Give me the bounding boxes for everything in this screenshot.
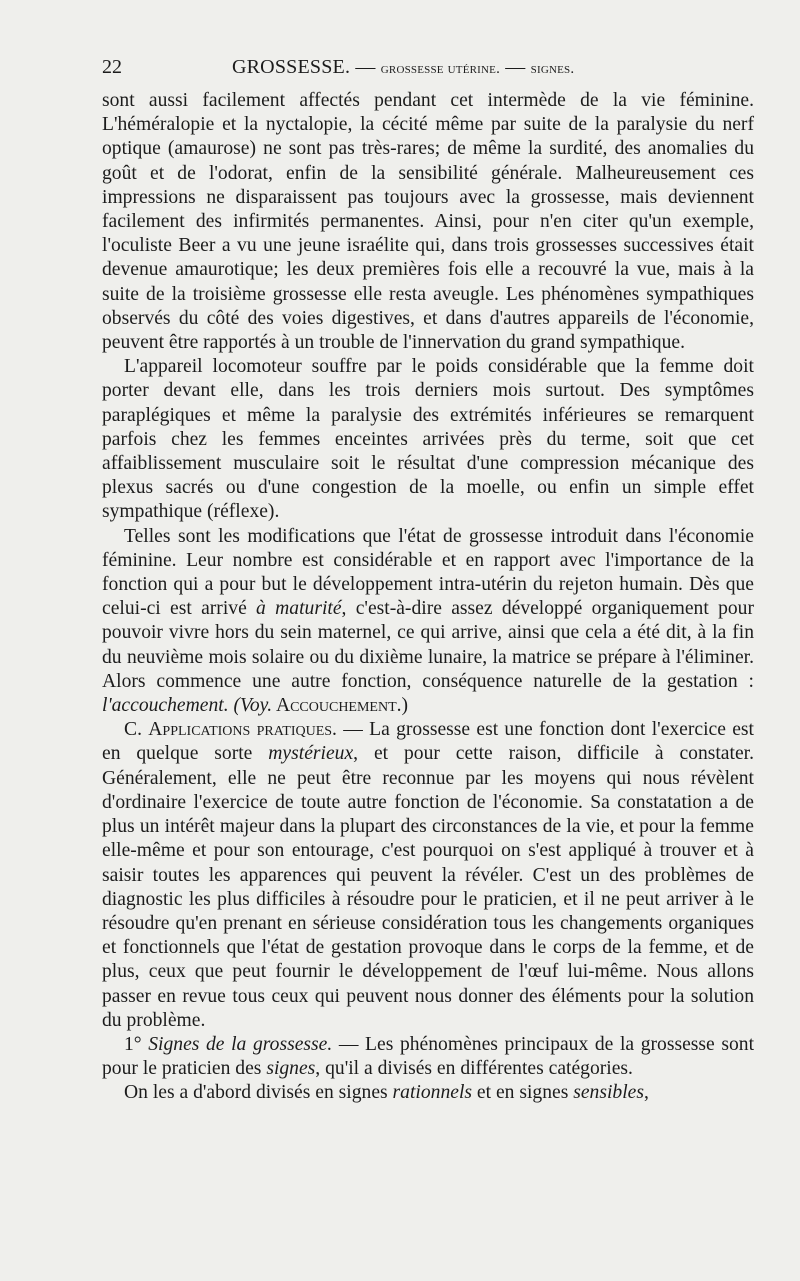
running-title-section: grossesse utérine.	[380, 61, 501, 77]
title-separator: —	[350, 56, 381, 78]
italic-rationnels: rationnels	[392, 1082, 473, 1104]
running-header	[102, 54, 754, 80]
italic-accouchement: l'accouchement. (Voy.	[102, 695, 273, 717]
body-text	[102, 89, 754, 1106]
italic-signes: signes	[266, 1058, 316, 1080]
section-heading-applications: Applications pratiques.	[148, 719, 337, 741]
section-heading-signes: Signes de la grossesse.	[148, 1033, 333, 1055]
cross-reference: Accouchement	[272, 695, 397, 717]
italic-a-maturite: à maturité	[256, 598, 342, 620]
italic-sensibles: sensibles	[573, 1082, 644, 1104]
running-title-subsection: signes.	[530, 61, 575, 77]
page-number: 22	[102, 56, 122, 78]
paragraph-locomotor: L'appareil locomoteur souffre par le poids considérable que la femme doit porter devant elle, dans les trois derniers mois surtout. Des symptômes paraplégiques et même la paralysie des extrémités inférieures se remarquent parfois chez les femmes enceintes arrivées près du terme, soit que cet affaiblissement musculaire soit le résultat d'une compression mécanique des plexus sacrés ou d'une congestion de la moelle, ou enfin un simple effet sympathique (réflexe).	[102, 356, 754, 523]
paragraph-sensory-disorders: sont aussi facilement affectés pendant cet intermède de la vie féminine. L'héméralopie et la nyctalopie, la cécité même par suite de la paralysie du nerf optique (amaurose) ne sont pas très-rares; de même la surdité, des anomalies du goût et de l'odorat, enfin de la sensibilité générale. Malheureusement ces impressions ne disparaissent pas toujours avec la grossesse, mais deviennent facilement des infirmités permanentes. Ainsi, pour n'en citer qu'un exemple, l'oculiste Beer a vu une jeune israélite qui, dans trois grossesses successives était devenue amaurotique; les deux premières fois elle a recouvré la vue, mais à la suite de la troisième grossesse elle resta aveugle. Les phénomènes sympathiques observés du côté des voies digestives, et dans d'autres appareils de l'économie, peuvent être rapportés à un trouble de l'innervation du grand sympathique.	[102, 90, 754, 354]
italic-mysterieux: mystérieux	[268, 743, 354, 765]
running-title-main: GROSSESSE.	[232, 56, 351, 78]
running-title	[232, 54, 574, 82]
title-separator: —	[500, 56, 531, 78]
paragraph-sign-categories: On les a d'abord divisés en signes rationnels et en signes sensibles,	[124, 1082, 649, 1104]
paragraph-practical-applications: C. Applications pratiques. — La grossesse est une fonction dont l'exercice est en quelque sorte mystérieux, et pour cette raison, difficile à constater. Généralement, elle ne peut être reconnue par les moyens qui nous révèlent d'ordinaire l'exercice de toute autre fonction de l'économie. Sa constatation a de plus un intérêt majeur dans la plupart des circonstances de la vie, et pour la femme elle-même et pour son entourage, c'est pourquoi on s'est appliqué à trouver et à saisir toutes les apparences qui peuvent la révéler. C'est un des problèmes de diagnostic les plus difficiles à résoudre pour le praticien, et il ne peut arriver à le résoudre qu'en prenant en sérieuse considération tous les changements organiques et fonctionnels que l'état de gestation provoque dans le corps de la femme, et de plus, ceux que peut fournir le développement de l'œuf lui-même. Nous allons passer en revue tous ceux qui peuvent nous donner des éléments pour la solution du problème.	[102, 719, 754, 1031]
paragraph-signs: 1° Signes de la grossesse. — Les phénomènes principaux de la grossesse sont pour le praticien des signes, qu'il a divisés en différentes catégories.	[102, 1033, 755, 1080]
paragraph-modifications-summary: Telles sont les modifications que l'état de grossesse introduit dans l'économie féminine. Leur nombre est considérable et en rapport avec l'importance de la fonction qui a pour but le développement intra-utérin du rejeton humain. Dès que celui-ci est arrivé à maturité, c'est-à-dire assez développé organiquement pour pouvoir vivre hors du sein maternel, ce qui arrive, ainsi que cela a été dit, à la fin du neuvième mois solaire ou du dixième lunaire, la matrice se prépare à l'éliminer. Alors commence une autre fonction, conséquence naturelle de la gestation : l'accouchement. (Voy. Accouchement.)	[102, 525, 754, 717]
